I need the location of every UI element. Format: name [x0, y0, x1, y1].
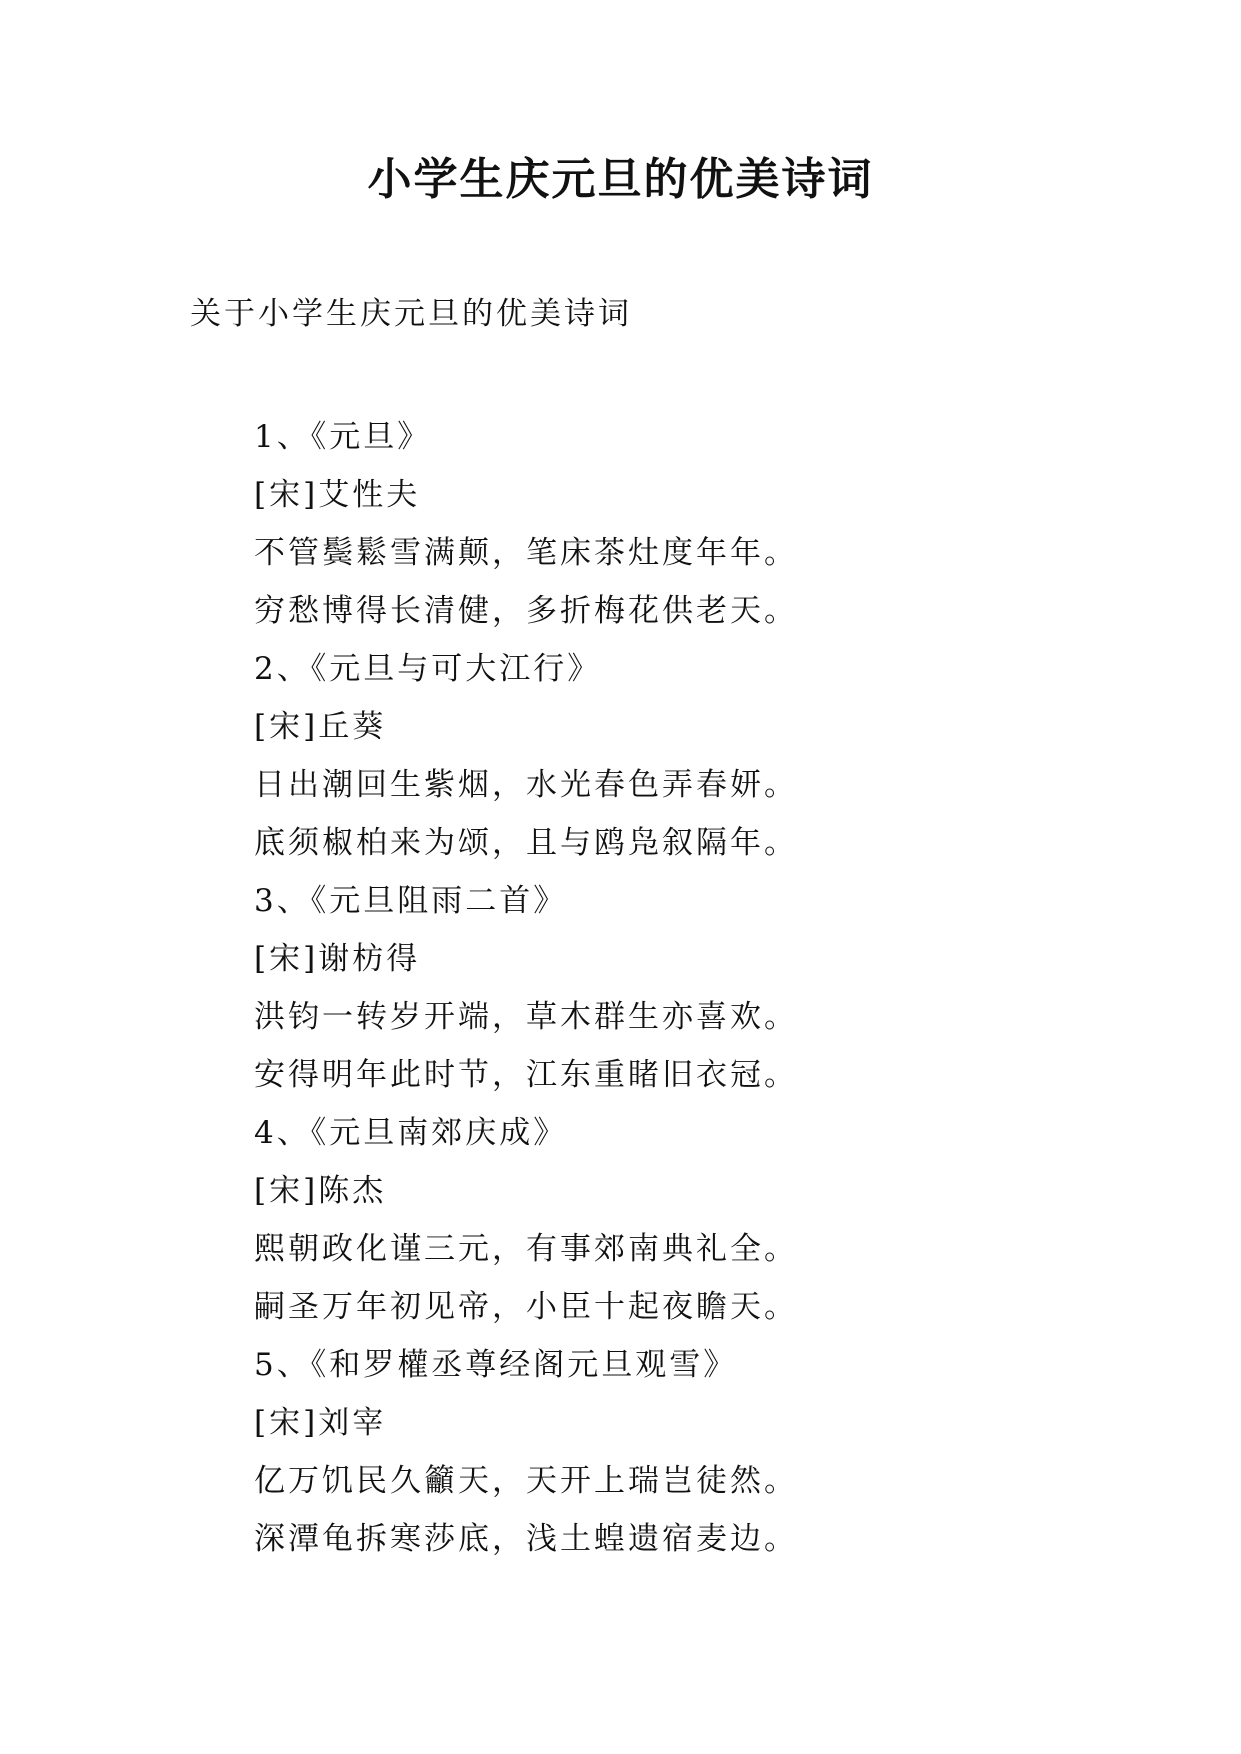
poem-list [254, 408, 798, 1568]
poem-2-verse-line: 底须椒柏来为颂，且与鸥凫叙隔年。 [254, 825, 798, 861]
poem-3-verse-line: 洪钧一转岁开端，草木群生亦喜欢。 [254, 999, 798, 1035]
poem-4-author: [宋]陈杰 [254, 1173, 387, 1209]
poem-5-author: [宋]刘宰 [254, 1405, 387, 1441]
poem-1-author: [宋]艾性夫 [254, 477, 421, 513]
poem-2-title: 2、《元旦与可大江行》 [254, 651, 602, 687]
poem-4-verse-line: 熙朝政化谨三元，有事郊南典礼全。 [254, 1231, 798, 1267]
poem-1-title: 1、《元旦》 [254, 419, 432, 455]
intro-line: 关于小学生庆元旦的优美诗词 [190, 296, 632, 332]
poem-3-title: 3、《元旦阻雨二首》 [254, 883, 568, 919]
poem-5-verse-line: 亿万饥民久籲天，天开上瑞岂徒然。 [254, 1463, 798, 1499]
poem-3-author: [宋]谢枋得 [254, 941, 421, 977]
poem-5-title: 5、《和罗權丞尊经阁元旦观雪》 [254, 1347, 738, 1383]
poem-1-verse-line: 不管鬓鬆雪满颠，笔床茶灶度年年。 [254, 535, 798, 571]
poem-1-verse-line: 穷愁博得长清健，多折梅花供老天。 [254, 593, 798, 629]
poem-2-author: [宋]丘葵 [254, 709, 387, 745]
document-title: 小学生庆元旦的优美诗词 [367, 154, 874, 205]
poem-3-verse-line: 安得明年此时节，江东重睹旧衣冠。 [254, 1057, 798, 1093]
poem-5-verse-line: 深潭龟拆寒莎底，浅土蝗遗宿麦边。 [254, 1521, 798, 1557]
poem-2-verse-line: 日出潮回生紫烟，水光春色弄春妍。 [254, 767, 798, 803]
poem-4-title: 4、《元旦南郊庆成》 [254, 1115, 568, 1151]
poem-4-verse-line: 嗣圣万年初见帝，小臣十起夜瞻天。 [254, 1289, 798, 1325]
